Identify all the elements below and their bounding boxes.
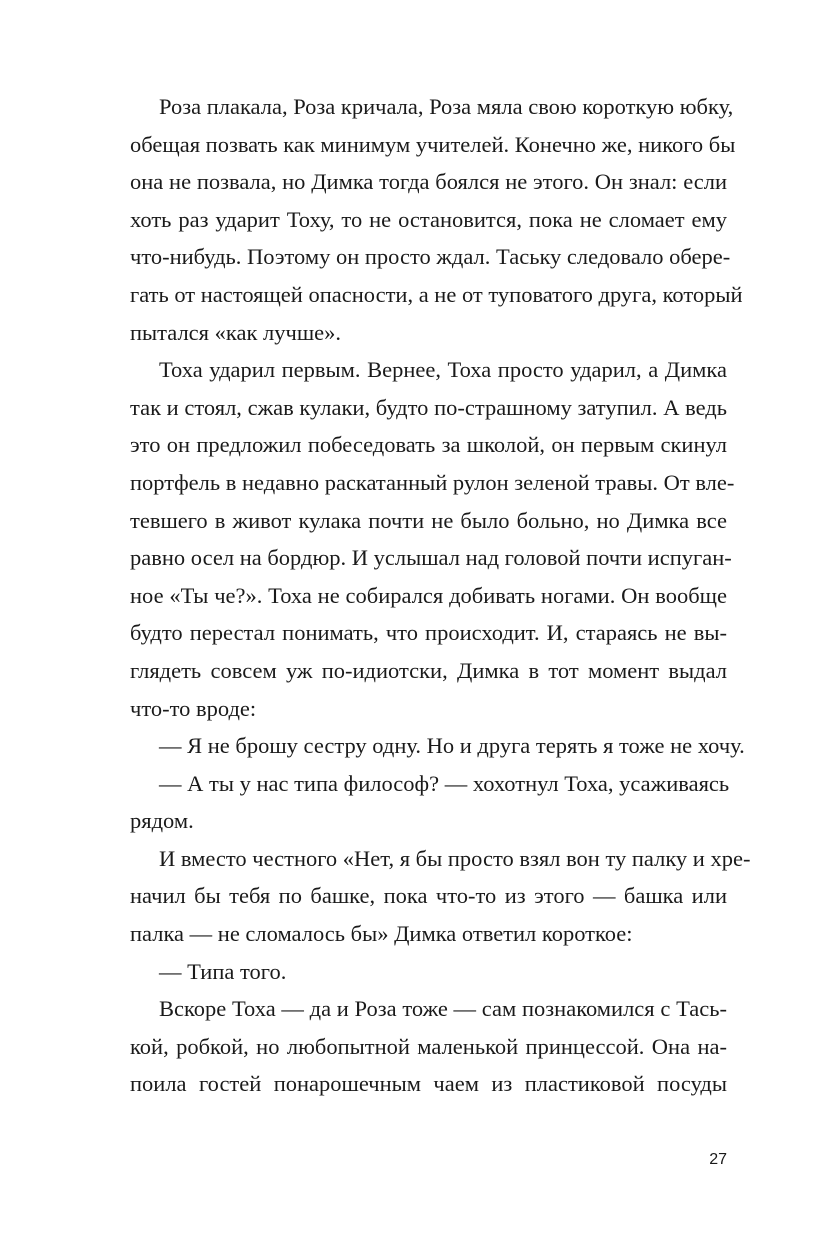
text-line: И вместо честного «Нет, я бы просто взял вон ту палку и хре-: [159, 845, 751, 871]
text-line: портфель в недавно раскатанный рулон зеленой травы. От вле-: [130, 469, 735, 495]
text-line: будто перестал понимать, что происходит. И, стараясь не вы-: [130, 620, 727, 646]
dialogue-line: — А ты у нас типа философ? — хохотнул Тоха, усаживаясь: [159, 770, 730, 796]
text-line: что-нибудь. Поэтому он просто ждал. Таську следовало обере-: [130, 244, 731, 270]
text-line: гать от настоящей опасности, а не от туповатого друга, который: [130, 281, 743, 307]
text-line: рядом.: [130, 808, 194, 834]
dialogue-line: — Типа того.: [159, 958, 287, 984]
text-line: что-то вроде:: [130, 695, 257, 721]
text-line: так и стоял, сжав кулаки, будто по-страшному затупил. А ведь: [130, 394, 727, 420]
text-line: Роза плакала, Роза кричала, Роза мяла свою короткую юбку,: [159, 94, 734, 119]
text-line: обещая позвать как минимум учителей. Конечно же, никого бы: [130, 131, 736, 157]
text-line: начил бы тебя по башке, пока что-то из этого — башка или: [130, 883, 727, 909]
text-line: Тоха ударил первым. Вернее, Тоха просто ударил, а Димка: [159, 357, 727, 383]
text-line: пытался «как лучше».: [130, 319, 342, 345]
text-line: палка — не сломалось бы» Димка ответил короткое:: [130, 921, 633, 947]
text-line: она не позвала, но Димка тогда боялся не этого. Он знал: если: [130, 169, 727, 195]
text-line: это он предложил побеседовать за школой, он первым скинул: [130, 432, 727, 458]
text-line: равно осел на бордюр. И услышал над головой почти испуган-: [130, 545, 732, 571]
page-body: [130, 88, 751, 1103]
text-line: кой, робкой, но любопытной маленькой принцессой. Она на-: [130, 1033, 727, 1059]
text-line: поила гостей понарошечным чаем из пластиковой посуды: [130, 1071, 727, 1097]
page-number: 27: [709, 1151, 727, 1168]
dialogue-line: — Я не брошу сестру одну. Но и друга терять я тоже не хочу.: [159, 733, 745, 759]
text-line: тевшего в живот кулака почти не было больно, но Димка все: [130, 507, 727, 533]
text-line: ное «Ты че?». Тоха не собирался добивать ногами. Он вообще: [130, 582, 727, 608]
text-line: глядеть совсем уж по-идиотски, Димка в тот момент выдал: [130, 657, 727, 683]
text-line: хоть раз ударит Тоху, то не остановится, пока не сломает ему: [130, 206, 727, 232]
text-line: Вскоре Тоха — да и Роза тоже — сам познакомился с Тась-: [159, 996, 727, 1022]
